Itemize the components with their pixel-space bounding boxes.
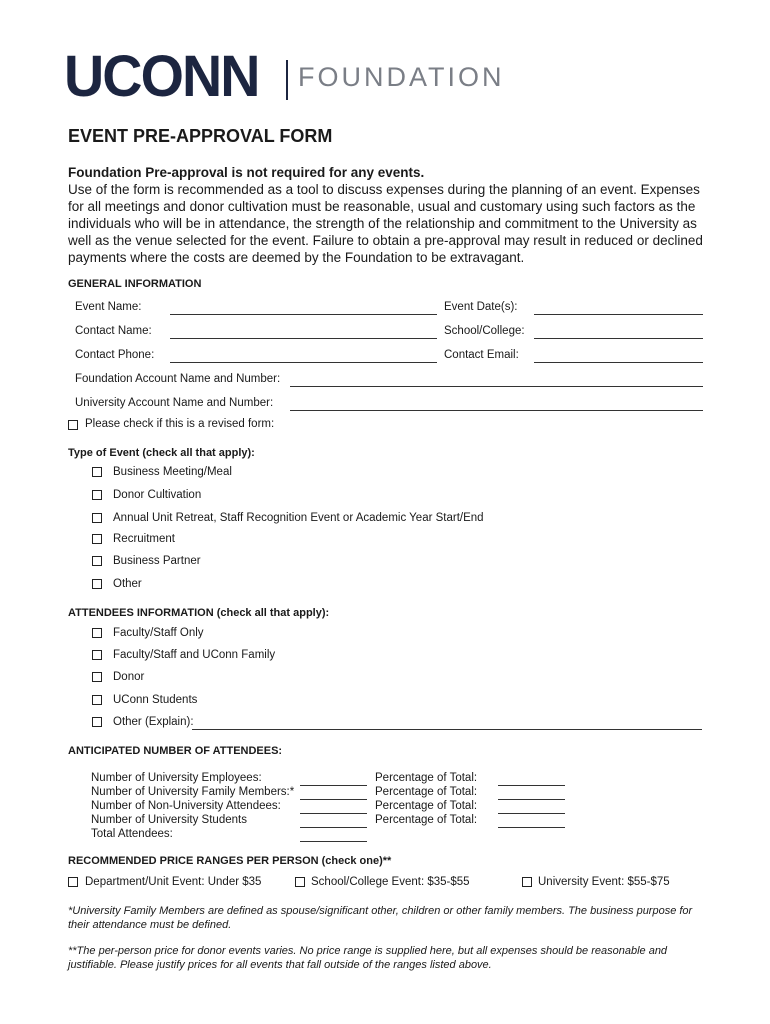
event-type-option: Other — [113, 578, 142, 590]
event-name-field[interactable] — [170, 314, 437, 315]
school-college-field[interactable] — [534, 338, 703, 339]
event-type-option: Recruitment — [113, 533, 175, 545]
uconn-logo: UCONN — [64, 44, 259, 109]
event-dates-field[interactable] — [534, 314, 703, 315]
non-university-count-field[interactable] — [300, 813, 367, 814]
percentage-label: Percentage of Total: — [375, 814, 478, 826]
university-account-field[interactable] — [290, 410, 703, 411]
price-range-checkbox[interactable] — [522, 877, 532, 887]
foundation-account-label: Foundation Account Name and Number: — [75, 373, 281, 385]
attendee-type-option: Faculty/Staff Only — [113, 627, 204, 639]
event-type-option: Business Meeting/Meal — [113, 466, 232, 478]
family-count-field[interactable] — [300, 799, 367, 800]
attendees-info-heading: ATTENDEES INFORMATION (check all that apply): — [68, 607, 330, 619]
event-type-checkbox[interactable] — [92, 490, 102, 500]
university-account-label: University Account Name and Number: — [75, 397, 274, 409]
event-name-label: Event Name: — [75, 301, 142, 313]
attendee-type-option: UConn Students — [113, 694, 198, 706]
students-count-field[interactable] — [300, 827, 367, 828]
anticipated-row-label: Number of University Students — [91, 814, 247, 826]
anticipated-heading: ANTICIPATED NUMBER OF ATTENDEES: — [68, 745, 283, 757]
revised-form-checkbox[interactable] — [68, 420, 78, 430]
event-type-checkbox[interactable] — [92, 513, 102, 523]
price-range-checkbox[interactable] — [295, 877, 305, 887]
intro-lead: Foundation Pre-approval is not required for any events. — [68, 165, 425, 180]
anticipated-row-label: Number of Non-University Attendees: — [91, 800, 281, 812]
form-title: EVENT PRE-APPROVAL FORM — [68, 126, 333, 146]
school-college-label: School/College: — [444, 325, 525, 337]
family-footnote: *University Family Members are defined as spouse/significant other, children or other family members. The business purpose for their attendance must be defined. — [68, 905, 693, 931]
event-type-checkbox[interactable] — [92, 579, 102, 589]
attendee-type-option: Donor — [113, 671, 145, 683]
attendee-type-checkbox[interactable] — [92, 695, 102, 705]
event-type-checkbox[interactable] — [92, 556, 102, 566]
price-range-option: Department/Unit Event: Under $35 — [85, 876, 262, 888]
attendee-type-checkbox[interactable] — [92, 672, 102, 682]
event-type-option: Donor Cultivation — [113, 489, 202, 501]
foundation-wordmark: FOUNDATION — [298, 62, 505, 92]
anticipated-row-label: Number of University Family Members:* — [91, 786, 295, 798]
logo-divider — [286, 60, 288, 100]
total-count-field[interactable] — [300, 841, 367, 842]
family-percentage-field[interactable] — [498, 799, 565, 800]
event-type-option: Business Partner — [113, 555, 201, 567]
attendee-other-label: Other (Explain): — [113, 716, 194, 728]
contact-phone-field[interactable] — [170, 362, 437, 363]
attendee-type-checkbox[interactable] — [92, 628, 102, 638]
percentage-label: Percentage of Total: — [375, 772, 478, 784]
employees-count-field[interactable] — [300, 785, 367, 786]
price-ranges-heading: RECOMMENDED PRICE RANGES PER PERSON (check one)** — [68, 855, 392, 867]
contact-phone-label: Contact Phone: — [75, 349, 155, 361]
contact-name-field[interactable] — [170, 338, 437, 339]
event-type-heading: Type of Event (check all that apply): — [68, 447, 255, 459]
foundation-account-field[interactable] — [290, 386, 703, 387]
general-info-heading: GENERAL INFORMATION — [68, 278, 202, 290]
event-type-checkbox[interactable] — [92, 534, 102, 544]
attendee-other-explain-field[interactable] — [192, 729, 702, 730]
students-percentage-field[interactable] — [498, 827, 565, 828]
donor-footnote: **The per-person price for donor events varies. No price range is supplied here, but all expenses should be reasonable and justifiable. Please justify prices for all events that fall outside of the ranges listed above. — [68, 945, 668, 971]
non-university-percentage-field[interactable] — [498, 813, 565, 814]
price-range-option: School/College Event: $35-$55 — [311, 876, 470, 888]
anticipated-row-label: Total Attendees: — [91, 828, 173, 840]
percentage-label: Percentage of Total: — [375, 800, 478, 812]
revised-form-label: Please check if this is a revised form: — [85, 418, 275, 430]
anticipated-row-label: Number of University Employees: — [91, 772, 262, 784]
price-range-option: University Event: $55-$75 — [538, 876, 670, 888]
contact-email-field[interactable] — [534, 362, 703, 363]
event-type-checkbox[interactable] — [92, 467, 102, 477]
attendee-type-option: Faculty/Staff and UConn Family — [113, 649, 276, 661]
contact-email-label: Contact Email: — [444, 349, 519, 361]
percentage-label: Percentage of Total: — [375, 786, 478, 798]
intro-paragraph: Use of the form is recommended as a tool to discuss expenses during the planning of an event. Expenses for all meetings and donor cultivation must be reasonable, usual and customary using such factors as the individuals who will be in attendance, the strength of the relationship and commitment to the University as well as the venue selected for the event. Failure to obtain a pre-approval may result in reduced or declined payments where the costs are deemed by the Foundation to be extravagant. — [68, 182, 703, 265]
attendee-type-checkbox[interactable] — [92, 650, 102, 660]
price-range-checkbox[interactable] — [68, 877, 78, 887]
event-dates-label: Event Date(s): — [444, 301, 518, 313]
attendee-type-checkbox[interactable] — [92, 717, 102, 727]
employees-percentage-field[interactable] — [498, 785, 565, 786]
event-type-option: Annual Unit Retreat, Staff Recognition Event or Academic Year Start/End — [113, 512, 484, 524]
contact-name-label: Contact Name: — [75, 325, 152, 337]
